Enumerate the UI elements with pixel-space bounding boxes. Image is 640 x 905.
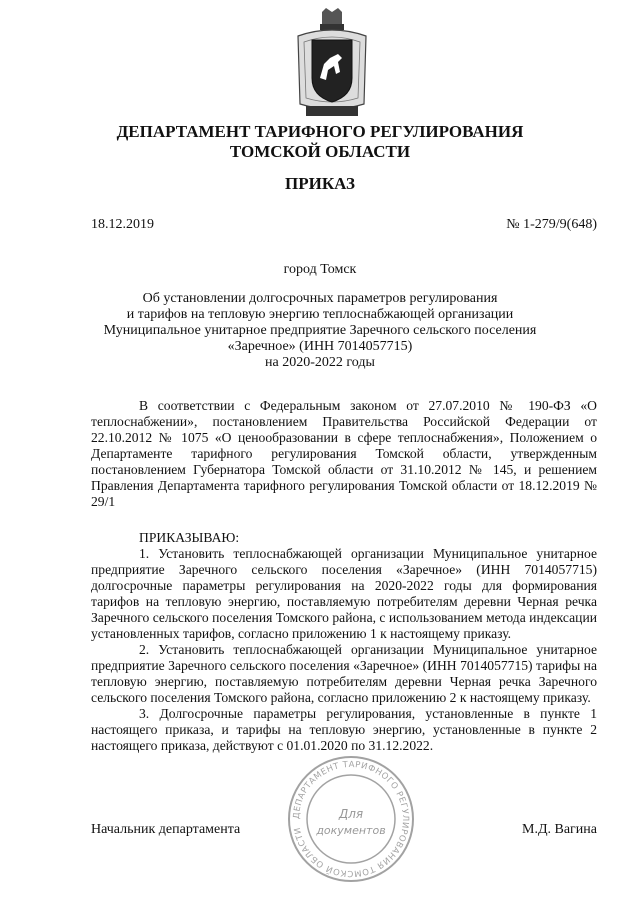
subject-line-2: и тарифов на тепловую энергию теплоснабжающей организации bbox=[126, 307, 514, 322]
order-item-1: 1. Установить теплоснабжающей организации Муниципальное унитарное предприятие Заречного сельского поселения «Заречное» (ИНН 7014057715) долгосрочные параметры регулирования на 2020-2022 годы для формирования тарифов на тепловую энергию, поставляемую потребителям деревни Черная речка Заречного сельского поселения Томского района, с использованием метода индексации установленных тарифов, согласно приложению 1 к настоящему приказу. bbox=[91, 546, 597, 641]
signature-name: М.Д. Вагина bbox=[522, 822, 597, 837]
signature-position: Начальник департамента bbox=[91, 822, 241, 837]
stamp-text-line2: документов bbox=[316, 824, 386, 837]
stamp-ring-text: ДЕПАРТАМЕНТ ТАРИФНОГО РЕГУЛИРОВАНИЯ ТОМСКОЙ ОБЛАСТИ bbox=[291, 759, 411, 879]
subject-line-4: «Заречное» (ИНН 7014057715) bbox=[227, 339, 413, 354]
document-type: ПРИКАЗ bbox=[285, 174, 355, 193]
preamble-text: В соответствии с Федеральным законом от 27.07.2010 № 190-ФЗ «О теплоснабжении», постановлением Правительства Российской Федерации от 22.10.2012 № 1075 «О ценообразовании в сфере теплоснабжения», Положением о Департаменте тарифного регулирования Томской области, утвержденным постановлением Губернатора Томской области от 31.10.2012 № 145, и решением Правления Департамента тарифного регулирования Томской области от 18.12.2019 № 29/1 bbox=[91, 398, 597, 509]
order-block bbox=[91, 530, 597, 754]
city: город Томск bbox=[283, 262, 357, 277]
official-stamp bbox=[286, 754, 416, 884]
order-item-3: 3. Долгосрочные параметры регулирования, установленные в пункте 1 настоящего приказа, и тарифы на тепловую энергию, установленные в пункте 2 настоящего приказа, действуют с 01.01.2020 по 31.12.2022. bbox=[91, 706, 597, 753]
subject-line-5: на 2020-2022 годы bbox=[265, 355, 375, 370]
coat-of-arms-icon bbox=[294, 8, 370, 120]
stamp-text-line1: Для bbox=[338, 807, 364, 821]
document-number: № 1-279/9(648) bbox=[506, 217, 597, 232]
subject-line-3: Муниципальное унитарное предприятие Заречного сельского поселения bbox=[103, 323, 537, 338]
preamble-block bbox=[91, 398, 597, 510]
order-item-2: 2. Установить теплоснабжающей организации Муниципальное унитарное предприятие Заречного сельского поселения «Заречное» (ИНН 7014057715) тарифы на тепловую энергию, поставляемую потребителям деревни Черная речка Заречного сельского поселения Томского района, согласно приложению 2 к настоящему приказу. bbox=[91, 642, 597, 705]
department-name-line2: ТОМСКОЙ ОБЛАСТИ bbox=[229, 142, 411, 161]
subject-line-1: Об установлении долгосрочных параметров регулирования bbox=[142, 291, 498, 306]
department-name-line1: ДЕПАРТАМЕНТ ТАРИФНОГО РЕГУЛИРОВАНИЯ bbox=[116, 122, 524, 141]
order-word: ПРИКАЗЫВАЮ: bbox=[139, 530, 240, 545]
document-date: 18.12.2019 bbox=[91, 217, 154, 232]
